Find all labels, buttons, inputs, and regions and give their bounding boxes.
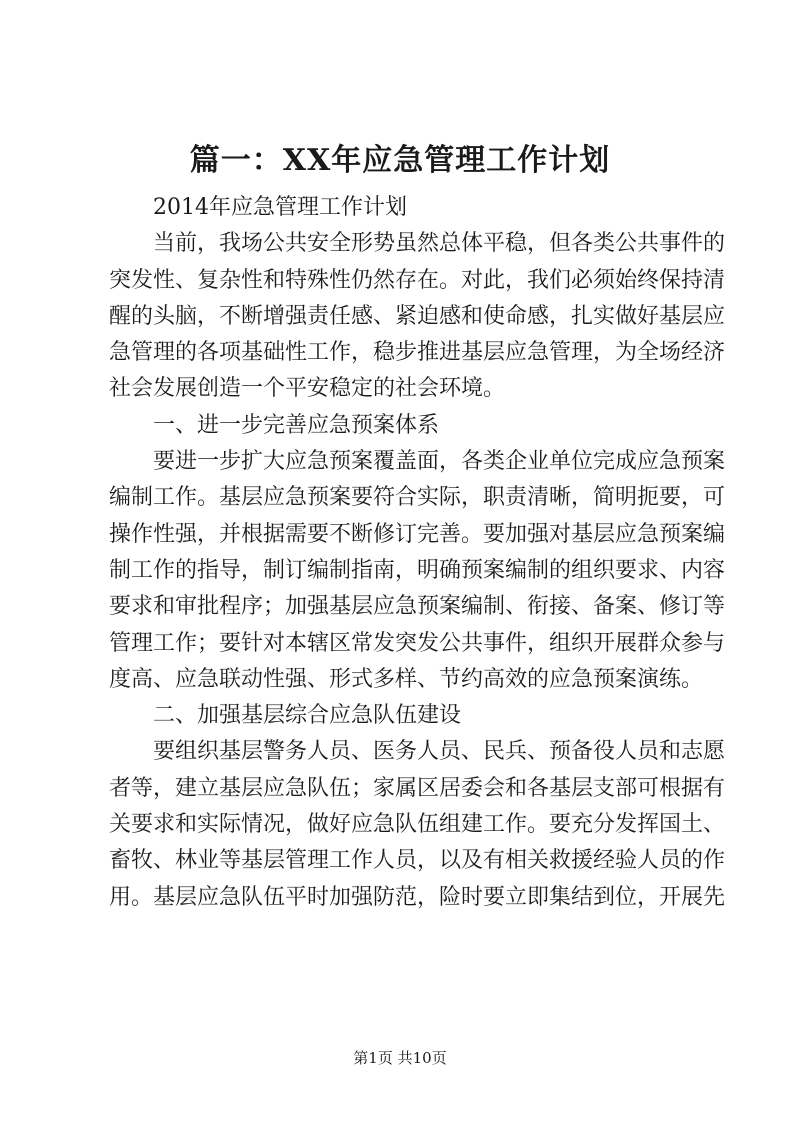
page-footer: 第1页 共10页: [353, 1049, 447, 1067]
text-line: 急管理的各项基础性工作，稳步推进基层应急管理，为全场经济: [109, 340, 726, 366]
text-line: 要进一步扩大应急预案覆盖面，各类企业单位完成应急预案: [153, 449, 726, 475]
subtitle: 2014年应急管理工作计划: [153, 195, 407, 220]
paragraph-section-2: [109, 734, 726, 915]
text-line: 者等，建立基层应急队伍；家属区居委会和各基层支部可根据有: [109, 775, 726, 801]
paragraph-intro: [109, 226, 726, 407]
text-line: 编制工作。基层应急预案要符合实际，职责清晰，简明扼要，可: [109, 485, 726, 511]
text-line: 二、加强基层综合应急队伍建设: [153, 703, 462, 729]
text-line: 一、进一步完善应急预案体系: [153, 412, 440, 438]
text-line: 醒的头脑，不断增强责任感、紧迫感和使命感，扎实做好基层应: [109, 303, 726, 329]
page-title: 篇一：XX年应急管理工作计划: [189, 143, 611, 178]
document-body: [109, 190, 726, 916]
text-line: 制工作的指导，制订编制指南，明确预案编制的组织要求、内容: [109, 557, 726, 583]
text-line: 用。基层应急队伍平时加强防范，险时要立即集结到位，开展先: [109, 884, 726, 910]
text-line: 突发性、复杂性和特殊性仍然存在。对此，我们必须始终保持清: [109, 267, 726, 293]
paragraph-section-1: [109, 444, 726, 698]
section-heading-1: [109, 408, 701, 444]
text-line: 管理工作；要针对本辖区常发突发公共事件，组织开展群众参与: [109, 630, 726, 656]
text-line: 操作性强，并根据需要不断修订完善。要加强对基层应急预案编: [109, 521, 726, 547]
section-heading-2: [109, 698, 701, 734]
text-line: 要组织基层警务人员、医务人员、民兵、预备役人员和志愿: [153, 739, 726, 765]
text-line: 当前，我场公共安全形势虽然总体平稳，但各类公共事件的: [153, 231, 726, 257]
text-line: 要求和审批程序；加强基层应急预案编制、衔接、备案、修订等: [109, 594, 726, 620]
text-line: 关要求和实际情况，做好应急队伍组建工作。要充分发挥国土、: [109, 812, 726, 838]
text-line: 社会发展创造一个平安稳定的社会环境。: [109, 376, 506, 402]
text-line: 度高、应急联动性强、形式多样、节约高效的应急预案演练。: [109, 666, 704, 692]
text-line: 畜牧、林业等基层管理工作人员，以及有相关救援经验人员的作: [109, 848, 726, 874]
